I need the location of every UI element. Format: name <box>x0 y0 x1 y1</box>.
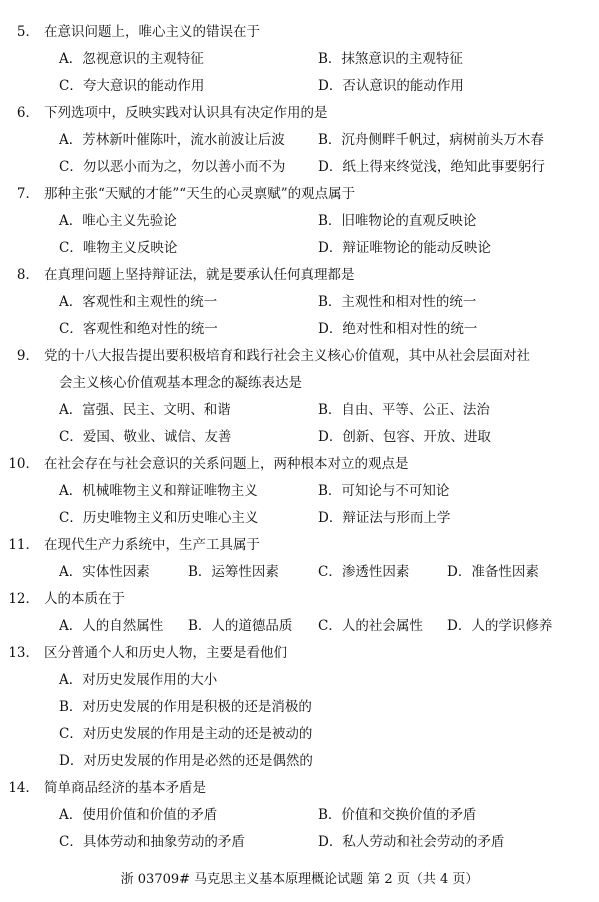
question-stem: 在意识问题上，唯心主义的错误在于 <box>44 24 260 40</box>
option-a: A．客观性和主观性的统一 <box>59 294 218 310</box>
option-d: D．准备性因素 <box>447 564 539 580</box>
option-c: C．勿以恶小而为之，勿以善小而不为 <box>59 159 286 175</box>
option-row <box>0 397 599 424</box>
option-b: B．抹煞意识的主观特征 <box>318 51 463 67</box>
option-a: A．富强、民主、文明、和谐 <box>59 402 231 418</box>
question-number: 13． <box>8 645 39 661</box>
option-d: D．辩证法与形而上学 <box>318 510 451 526</box>
option-b: B．运筹性因素 <box>188 564 279 580</box>
option-d: D．创新、包容、开放、进取 <box>318 429 491 445</box>
option-a: A．对历史发展作用的大小 <box>59 672 218 688</box>
option-c: C．爱国、敬业、诚信、友善 <box>59 429 232 445</box>
question-stem-continued <box>0 370 599 397</box>
option-c: C．夸大意识的能动作用 <box>59 78 205 94</box>
question-14 <box>0 775 599 856</box>
question-number: 6． <box>16 105 39 121</box>
question-number: 12． <box>8 591 39 607</box>
option-b: B．沉舟侧畔千帆过，病树前头万木春 <box>318 132 544 148</box>
question-stem: 简单商品经济的基本矛盾是 <box>44 780 206 796</box>
question-7 <box>0 181 599 262</box>
option-d: D．辩证唯物论的能动反映论 <box>318 240 491 256</box>
option-row <box>0 613 599 640</box>
option-row <box>0 235 599 262</box>
option-a: A．芳林新叶催陈叶，流水前波让后波 <box>59 132 285 148</box>
option-d: D．纸上得来终觉浅，绝知此事要躬行 <box>318 159 545 175</box>
question-number: 11． <box>8 537 39 553</box>
option-row <box>0 478 599 505</box>
option-c: C．渗透性因素 <box>318 564 410 580</box>
question-12 <box>0 586 599 640</box>
page-footer: 浙 03709# 马克思主义基本原理概论试题 第 2 页（共 4 页） <box>120 872 479 887</box>
option-a: A．忽视意识的主观特征 <box>59 51 204 67</box>
question-13 <box>0 640 599 775</box>
question-10 <box>0 451 599 532</box>
question-stem: 区分普通个人和历史人物，主要是看他们 <box>44 645 287 661</box>
option-a: A．机械唯物主义和辩证唯物主义 <box>59 483 258 499</box>
question-11 <box>0 532 599 586</box>
question-stem-line <box>0 100 599 127</box>
option-c: C．人的社会属性 <box>318 618 423 634</box>
option-row <box>0 154 599 181</box>
question-stem-line <box>0 775 599 802</box>
question-9 <box>0 343 599 451</box>
option-row <box>0 46 599 73</box>
question-stem: 下列选项中，反映实践对认识具有决定作用的是 <box>44 105 328 121</box>
option-b: B．价值和交换价值的矛盾 <box>318 807 477 823</box>
option-a: A．人的自然属性 <box>59 618 164 634</box>
question-stem-line <box>0 343 599 370</box>
option-row <box>0 127 599 154</box>
question-stem-line <box>0 181 599 208</box>
option-row <box>0 667 599 694</box>
option-b: B．自由、平等、公正、法治 <box>318 402 490 418</box>
option-row <box>0 505 599 532</box>
option-row <box>0 748 599 775</box>
option-c: C．唯物主义反映论 <box>59 240 178 256</box>
option-b: B．可知论与不可知论 <box>318 483 450 499</box>
question-stem: 人的本质在于 <box>44 591 125 607</box>
option-row <box>0 559 599 586</box>
option-row <box>0 802 599 829</box>
option-d: D．否认意识的能动作用 <box>318 78 464 94</box>
option-c: C．历史唯物主义和历史唯心主义 <box>59 510 259 526</box>
question-stem: 那种主张“天赋的才能”“天生的心灵禀赋”的观点属于 <box>44 186 356 202</box>
option-row <box>0 694 599 721</box>
question-stem-line <box>0 451 599 478</box>
question-stem: 在现代生产力系统中，生产工具属于 <box>44 537 260 553</box>
option-b: B．主观性和相对性的统一 <box>318 294 477 310</box>
option-d: D．私人劳动和社会劳动的矛盾 <box>318 834 505 850</box>
option-a: A．唯心主义先验论 <box>59 213 177 229</box>
option-row <box>0 829 599 856</box>
option-row <box>0 721 599 748</box>
question-6 <box>0 100 599 181</box>
option-c: C．具体劳动和抽象劳动的矛盾 <box>59 834 245 850</box>
question-number: 14． <box>8 780 39 796</box>
option-a: A．实体性因素 <box>59 564 150 580</box>
question-list <box>0 19 599 856</box>
question-8 <box>0 262 599 343</box>
question-number: 5． <box>16 24 39 40</box>
question-stem-continuation: 会主义核心价值观基本理念的凝练表达是 <box>59 375 302 391</box>
question-stem: 在真理问题上坚持辩证法，就是要承认任何真理都是 <box>44 267 355 283</box>
option-c: C．客观性和绝对性的统一 <box>59 321 218 337</box>
question-stem-line <box>0 19 599 46</box>
question-number: 8． <box>16 267 39 283</box>
question-number: 10． <box>8 456 39 472</box>
option-a: A．使用价值和价值的矛盾 <box>59 807 218 823</box>
option-d: D．人的学识修养 <box>447 618 553 634</box>
question-stem-line <box>0 532 599 559</box>
option-row <box>0 316 599 343</box>
question-stem-line <box>0 640 599 667</box>
question-number: 9． <box>16 348 39 364</box>
question-stem-line <box>0 262 599 289</box>
option-row <box>0 208 599 235</box>
option-b: B．人的道德品质 <box>188 618 293 634</box>
option-b: B．旧唯物论的直观反映论 <box>318 213 477 229</box>
option-row <box>0 73 599 100</box>
question-stem-line <box>0 586 599 613</box>
question-stem: 在社会存在与社会意识的关系问题上，两种根本对立的观点是 <box>44 456 409 472</box>
option-d: D．对历史发展的作用是必然的还是偶然的 <box>59 753 313 769</box>
question-number: 7． <box>16 186 39 202</box>
option-c: C．对历史发展的作用是主动的还是被动的 <box>59 726 313 742</box>
option-b: B．对历史发展的作用是积极的还是消极的 <box>59 699 312 715</box>
question-stem: 党的十八大报告提出要积极培育和践行社会主义核心价值观，其中从社会层面对社 <box>44 348 530 364</box>
option-row <box>0 289 599 316</box>
option-row <box>0 424 599 451</box>
option-d: D．绝对性和相对性的统一 <box>318 321 478 337</box>
question-5 <box>0 19 599 100</box>
